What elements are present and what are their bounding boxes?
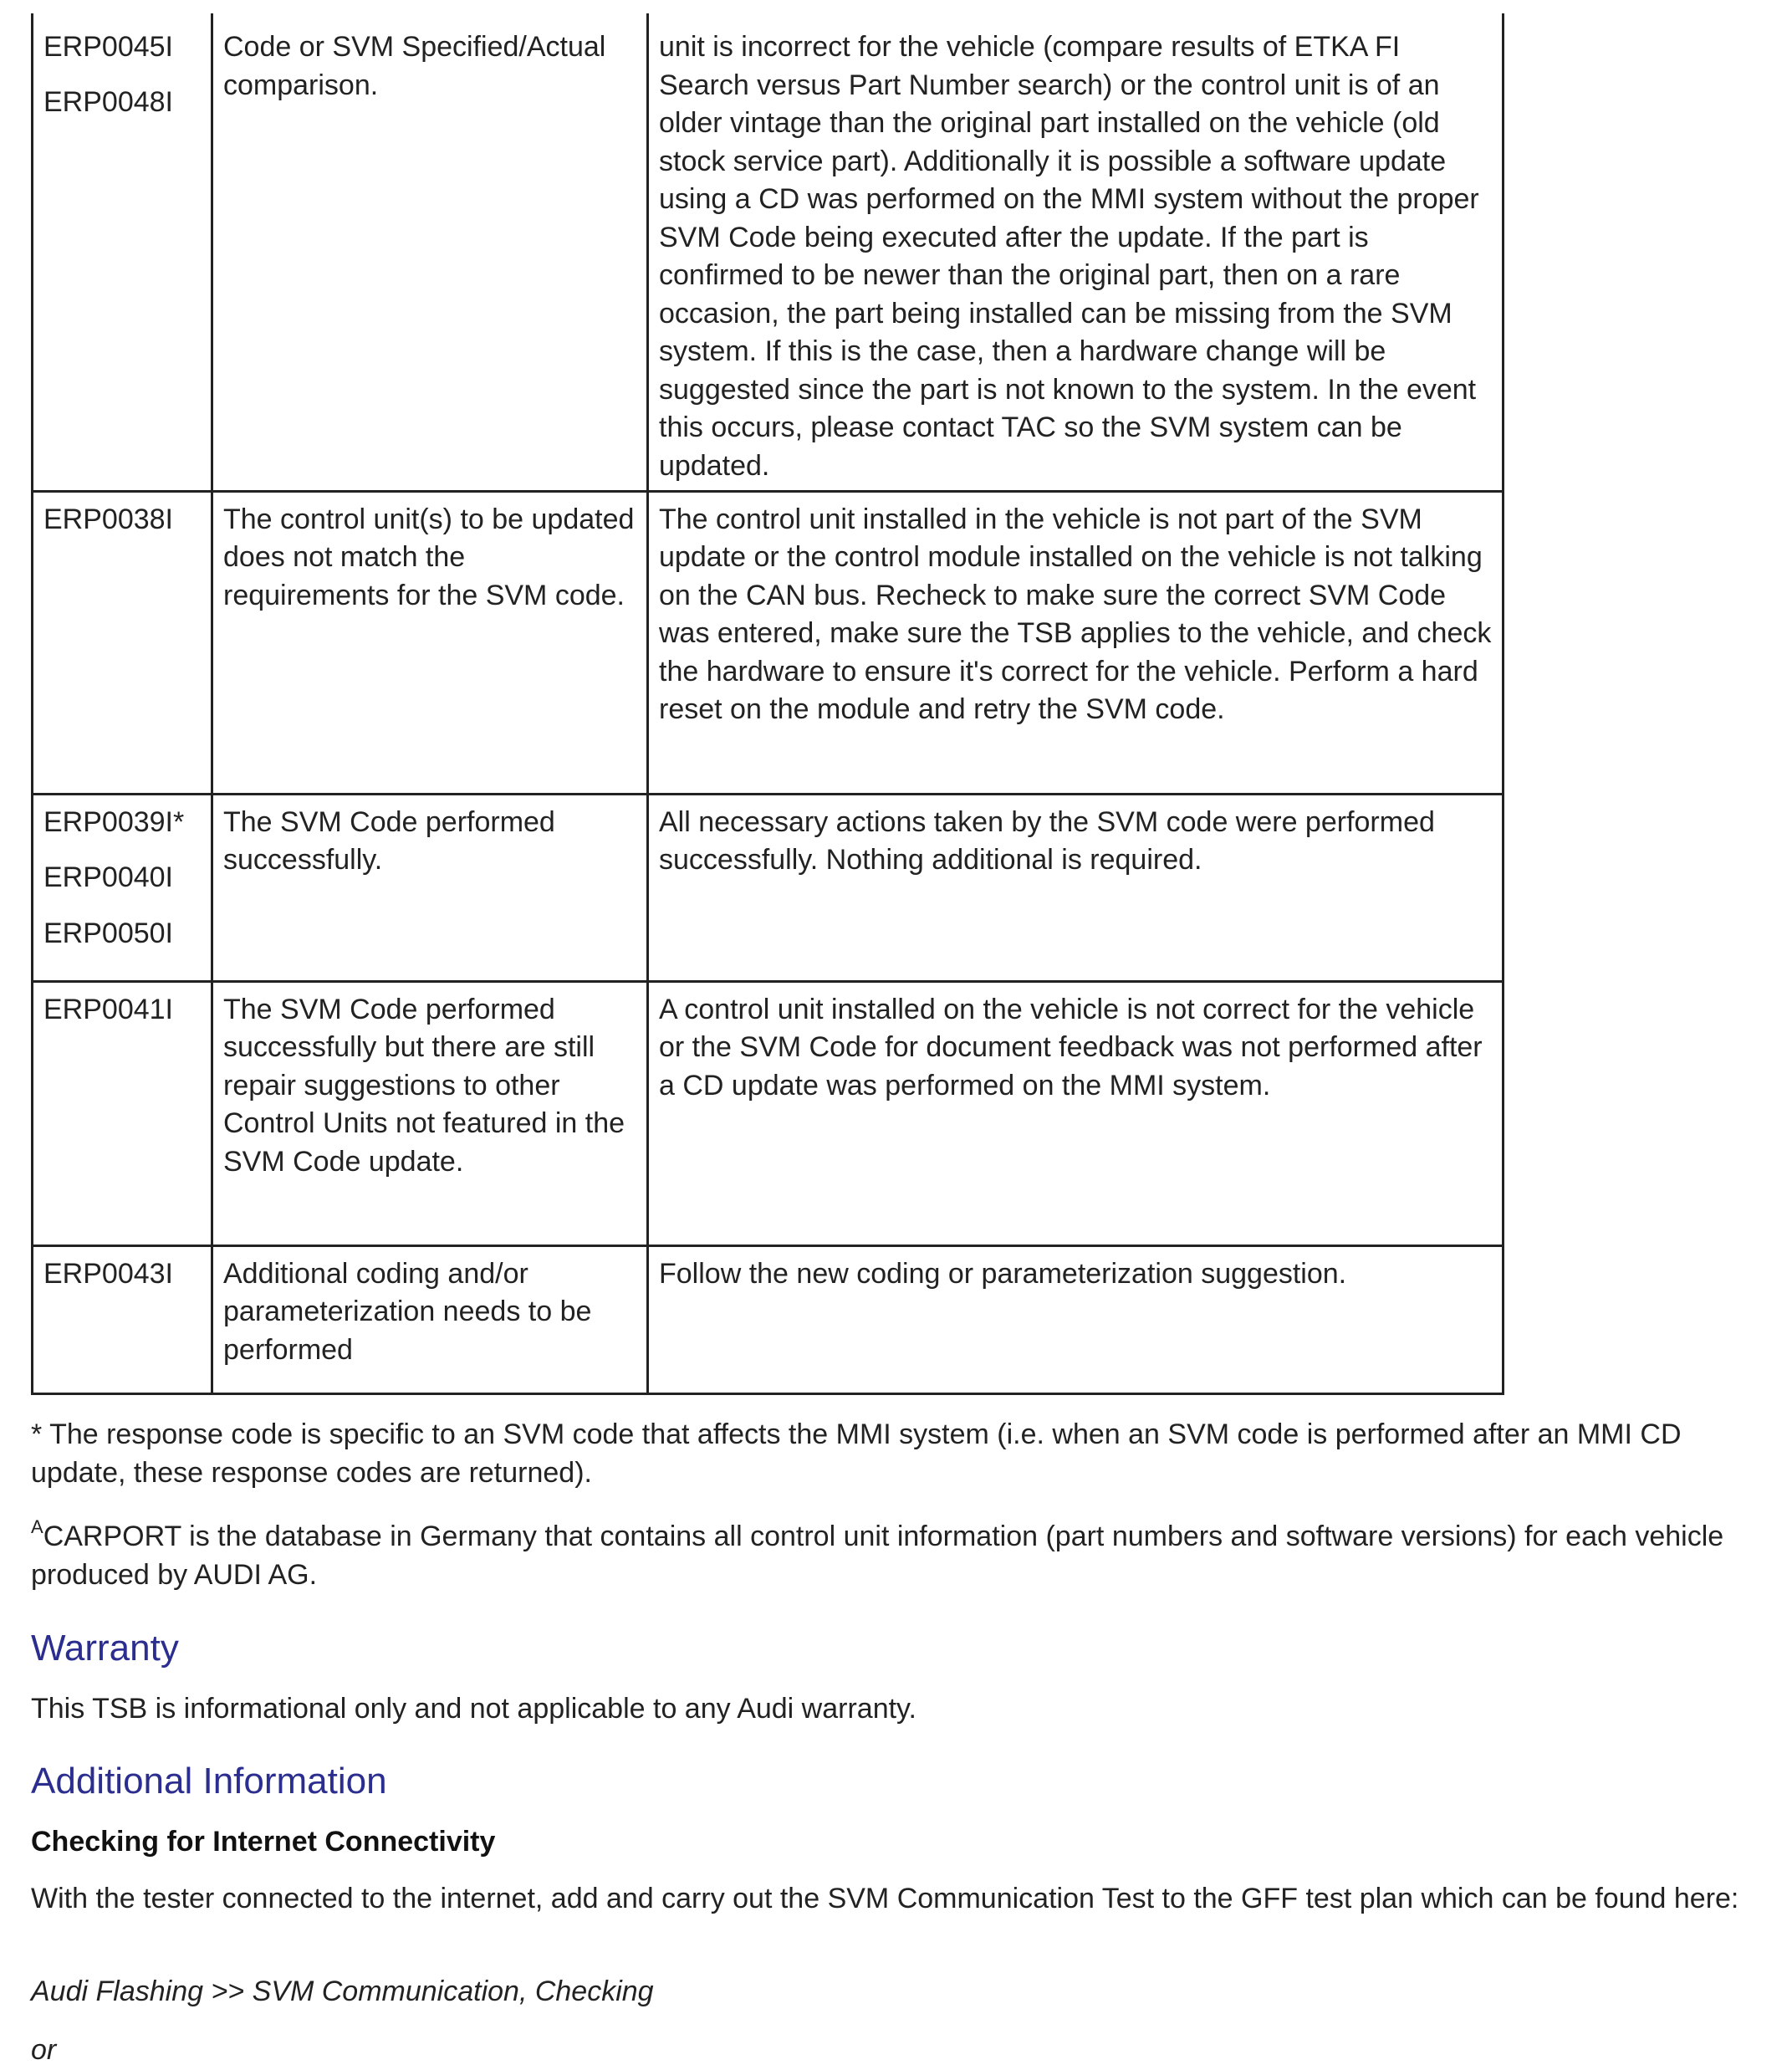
description-cell: unit is incorrect for the vehicle (compare results of ETKA FI Search versus Part Number search) or the control unit is of an older vintage than the original part installed on the vehicle (old stock service part). Additionally it is possible a software update using a CD was performed on the MMI system without the proper SVM Code being executed after the update. If the part is confirmed to be newer than the original part, then on a rare occasion, the part being installed can be missing from the SVM system. If this is the case, then a hardware change will be suggested since the part is not known to the system. In the event this occurs, please contact TAC so the SVM system can be updated.	[648, 13, 1504, 491]
description-cell: All necessary actions taken by the SVM code were performed successfully. Nothing additional is required.	[648, 794, 1504, 981]
code-cell	[33, 491, 212, 794]
additional-info-heading: Additional Information	[31, 1761, 387, 1802]
response-code: ERP0048I	[43, 85, 173, 118]
carport-text: CARPORT is the database in Germany that contains all control unit information (part numbers and software versions) for each vehicle produced by AUDI AG.	[31, 1521, 1724, 1591]
carport-mark: A	[31, 1516, 43, 1537]
code-cell	[33, 13, 212, 491]
response-code: ERP0045I	[43, 31, 173, 63]
code-cell	[33, 1245, 212, 1393]
condition-cell: Additional coding and/or parameterization needs to be performed	[212, 1245, 648, 1393]
response-code: ERP0039I*	[43, 805, 185, 838]
table-row	[33, 794, 1504, 981]
description-cell: A control unit installed on the vehicle is not correct for the vehicle or the SVM Code for document feedback was not performed after a CD update was performed on the MMI system.	[648, 981, 1504, 1245]
description-cell: Follow the new coding or parameterization suggestion.	[648, 1245, 1504, 1393]
carport-footnote	[31, 1518, 1770, 1594]
condition-cell: The SVM Code performed successfully but there are still repair suggestions to other Control Units not featured in the SVM Code update.	[212, 981, 648, 1245]
code-cell	[33, 981, 212, 1245]
table-row	[33, 491, 1504, 794]
condition-cell: The SVM Code performed successfully.	[212, 794, 648, 981]
warranty-text: This TSB is informational only and not applicable to any Audi warranty.	[31, 1693, 916, 1725]
internet-connectivity-subheading: Checking for Internet Connectivity	[31, 1826, 496, 1858]
response-code: ERP0038I	[43, 503, 173, 535]
response-code-table	[31, 13, 1504, 1395]
table-row	[33, 1245, 1504, 1393]
condition-cell: Code or SVM Specified/Actual comparison.	[212, 13, 648, 491]
warranty-heading: Warranty	[31, 1628, 179, 1669]
response-code: ERP0043I	[43, 1257, 173, 1290]
condition-cell: The control unit(s) to be updated does not match the requirements for the SVM code.	[212, 491, 648, 794]
response-code: ERP0050I	[43, 917, 173, 949]
description-cell: The control unit installed in the vehicle is not part of the SVM update or the control module installed on the vehicle is not talking on the CAN bus. Recheck to make sure the correct SVM Code was entered, make sure the TSB applies to the vehicle, and check the hardware to ensure it's correct for the vehicle. Perform a hard reset on the module and retry the SVM code.	[648, 491, 1504, 794]
connectivity-text: With the tester connected to the internet, add and carry out the SVM Communication Test to the GFF test plan which can be found here:	[31, 1883, 1739, 1914]
or-text: or	[31, 2034, 57, 2066]
test-plan-path: Audi Flashing >> SVM Communication, Checking	[31, 1975, 654, 2007]
table-row	[33, 981, 1504, 1245]
response-code: ERP0040I	[43, 861, 173, 893]
code-cell	[33, 794, 212, 981]
table-row	[33, 13, 1504, 491]
asterisk-footnote: * The response code is specific to an SVM code that affects the MMI system (i.e. when an SVM code is performed after an MMI CD update, these response codes are returned).	[31, 1418, 1682, 1489]
response-code: ERP0041I	[43, 993, 173, 1025]
